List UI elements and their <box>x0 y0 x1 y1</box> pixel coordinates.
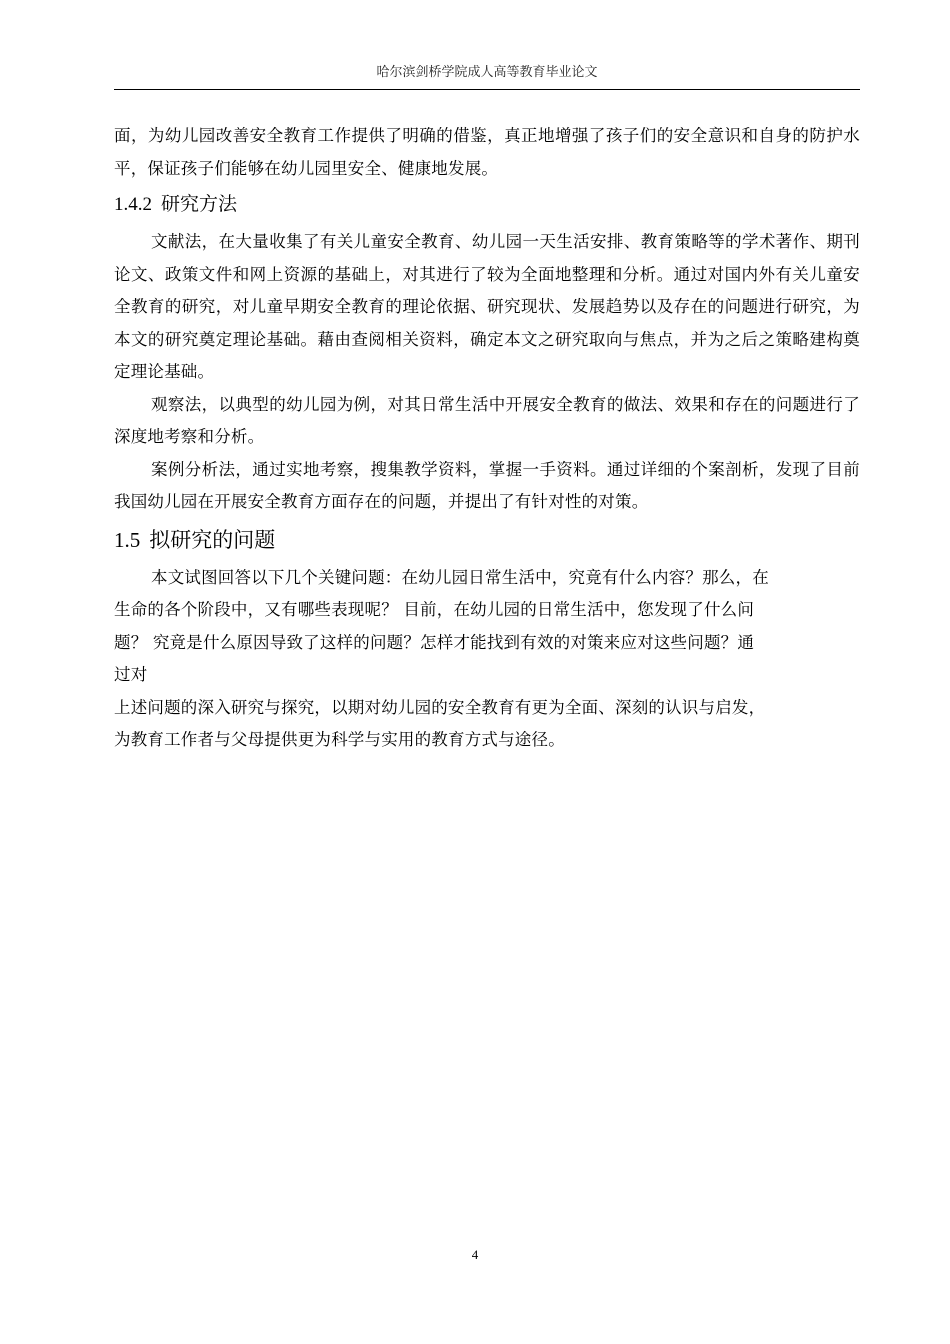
page-number: 4 <box>471 1247 479 1262</box>
document-body <box>114 120 860 757</box>
section-heading-1-5 <box>114 525 860 555</box>
intro-paragraph: 面，为幼儿园改善安全教育工作提供了明确的借鉴，真正地增强了孩子们的安全意识和自身的防护水平，保证孩子们能够在幼儿园里安全、健康地发展。 <box>114 126 860 178</box>
paragraph-case-analysis-method: 案例分析法，通过实地考察，搜集教学资料，掌握一手资料。通过详细的个案剖析，发现了目前我国幼儿园在开展安全教育方面存在的问题，并提出了有针对性的对策。 <box>114 459 860 511</box>
page-footer <box>0 1247 950 1263</box>
text-line: 上述问题的深入研究与探究，以期对幼儿园的安全教育有更为全面、深刻的认识与启发， <box>114 697 766 717</box>
text-line: 为教育工作者与父母提供更为科学与实用的教育方式与途径。 <box>114 730 565 749</box>
page-header <box>114 63 860 90</box>
section-heading-1-4-2 <box>114 190 860 219</box>
section-title: 拟研究的问题 <box>149 527 276 552</box>
header-title: 哈尔滨剑桥学院成人高等教育毕业论文 <box>376 65 598 80</box>
text-line: 题？ 究竟是什么原因导致了这样的问题？怎样才能找到有效的对策来应对这些问题？通 <box>114 632 755 652</box>
section-title: 研究方法 <box>161 193 238 215</box>
research-questions-paragraph <box>114 562 860 757</box>
text-line: 生命的各个阶段中，又有哪些表现呢？ 目前，在幼儿园的日常生活中，您发现了什么问 <box>114 600 755 619</box>
paragraph-observation-method: 观察法，以典型的幼儿园为例，对其日常生活中开展安全教育的做法、效果和存在的问题进行了深度地考察和分析。 <box>114 394 860 446</box>
text-line: 本文试图回答以下几个关键问题：在幼儿园日常生活中，究竟有什么内容？那么，在 <box>151 567 769 587</box>
section-number: 1.4.2 <box>114 194 152 215</box>
paragraph-literature-method: 文献法，在大量收集了有关儿童安全教育、幼儿园一天生活安排、教育策略等的学术著作、期刊论文、政策文件和网上资源的基础上，对其进行了较为全面地整理和分析。通过对国内外有关儿童安全教育的研究，对儿童早期安全教育的理论依据、研究现状、发展趋势以及存在的问题进行研究，为本文的研究奠定理论基础。藉由查阅相关资料，确定本文之研究取向与焦点，并为之后之策略建构奠定理论基础。 <box>114 232 860 381</box>
text-line: 过对 <box>114 665 148 684</box>
section-number: 1.5 <box>114 527 141 552</box>
